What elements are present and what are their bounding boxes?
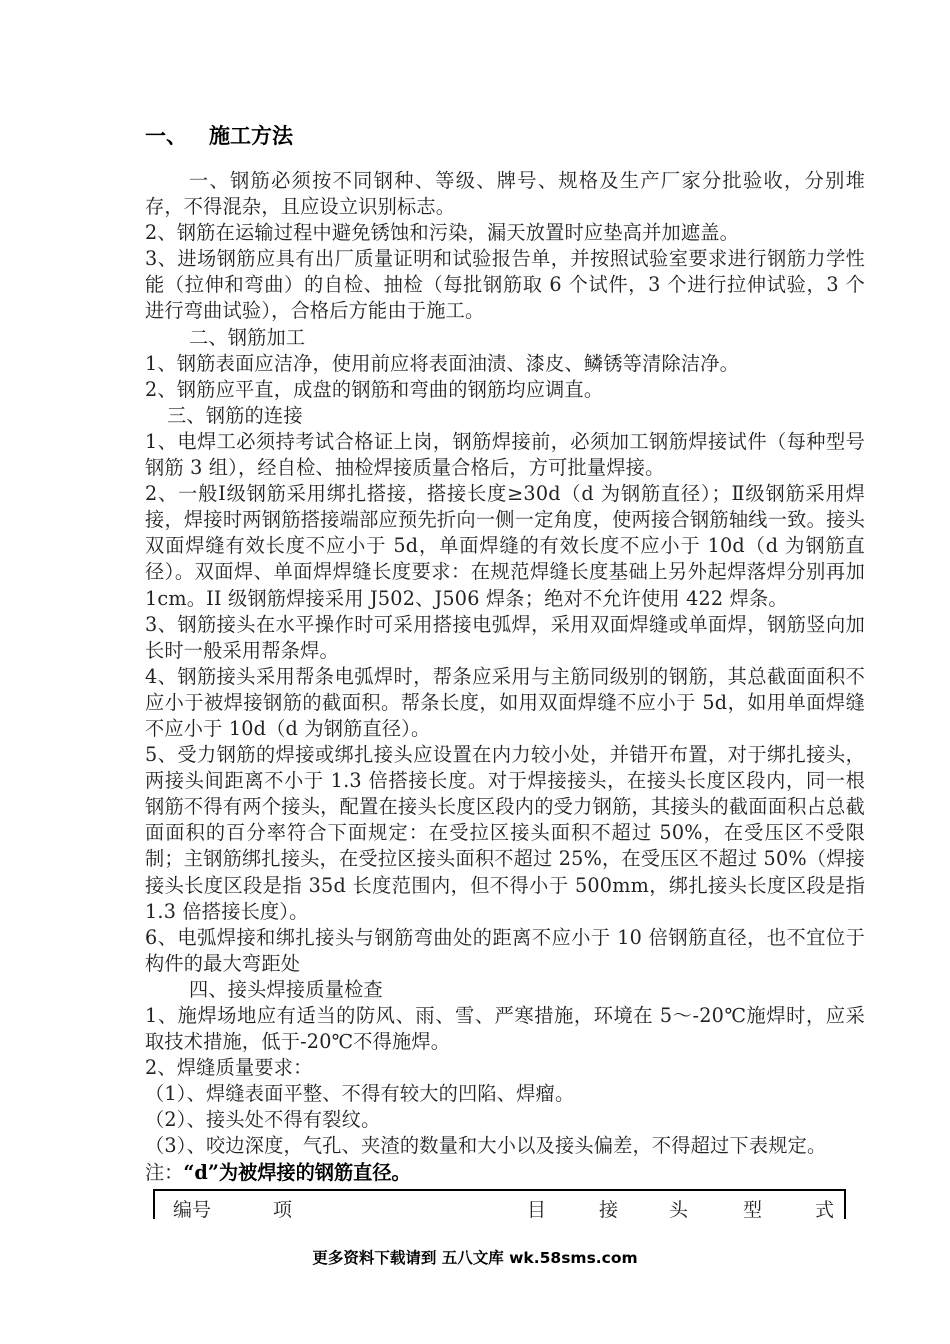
paragraph: 2、钢筋在运输过程中避免锈蚀和污染，漏天放置时应垫高并加遮盖。 [145, 221, 740, 245]
paragraph: （2）、接头处不得有裂纹。 [145, 1108, 381, 1132]
paragraph: 2、焊缝质量要求： [145, 1056, 313, 1080]
section-title: 施工方法 [209, 123, 293, 148]
paragraph: 四、接头焊接质量检查 [189, 977, 383, 1001]
table-col-item-1: 项 [273, 1199, 293, 1221]
paragraph: 3、进场钢筋应具有出厂质量证明和试验报告单，并按照试验室要求进行钢筋力学性能（拉伸和弯曲）的自检、抽检（每批钢筋取 6 个试件，3 个进行拉伸试验，3 个进行弯曲试验），合格后方能由于施工。 [145, 247, 865, 323]
paragraph: 4、钢筋接头采用帮条电弧焊时，帮条应采用与主筋同级别的钢筋，其总截面面积不应小于被焊接钢筋的截面积。帮条长度，如用双面焊缝不应小于 5d，如用单面焊缝不应小于 10d（d 为钢筋直径）。 [145, 664, 865, 740]
paragraph: 1、电焊工必须持考试合格证上岗，钢筋焊接前，必须加工钢筋焊接试件（每种型号钢筋 3 组），经自检、抽检焊接质量合格后，方可批量焊接。 [145, 429, 865, 480]
table-col-joint-1: 接 [599, 1199, 619, 1221]
table-col-joint-4: 式 [815, 1199, 835, 1221]
paragraph: 1、施焊场地应有适当的防风、雨、雪、严寒措施，环境在 5～-20℃施焊时，应采取技术措施，低于-20℃不得施焊。 [145, 1004, 865, 1054]
note-label: 注： [145, 1160, 184, 1184]
paragraph: 二、钢筋加工 [189, 325, 306, 349]
footer-watermark-text: 更多资料下载请到 五八文库 wk.58sms.com [312, 1249, 638, 1267]
table-col-joint-2: 头 [669, 1199, 689, 1221]
paragraph: （1）、焊缝表面平整、不得有较大的凹陷、焊瘤。 [145, 1082, 575, 1106]
paragraph: 1、钢筋表面应洁净，使用前应将表面油渍、漆皮、鳞锈等清除洁净。 [145, 351, 740, 375]
paragraph: 6、电弧焊接和绑扎接头与钢筋弯曲处的距离不应小于 10 倍钢筋直径，也不宜位于构件的最大弯距处 [145, 925, 865, 975]
table-col-joint-3: 型 [743, 1199, 763, 1221]
section-number: 一、 [145, 123, 187, 148]
document-body [145, 168, 865, 1186]
paragraph: （3）、咬边深度，气孔、夹渣的数量和大小以及接头偏差，不得超过下表规定。 [145, 1134, 827, 1158]
table-col-item-2: 目 [527, 1199, 547, 1221]
table-col-number: 编号 [173, 1199, 212, 1221]
paragraph: 一、钢筋必须按不同钢种、等级、牌号、规格及生产厂家分批验收，分别堆存，不得混杂，且应设立识别标志。 [145, 169, 865, 219]
paragraph: 三、钢筋的连接 [167, 403, 303, 427]
weld-tolerance-table-header [153, 1189, 846, 1219]
section-heading [145, 120, 293, 150]
paragraph: 3、钢筋接头在水平操作时可采用搭接电弧焊，采用双面焊缝或单面焊，钢筋竖向加长时一般采用帮条焊。 [145, 612, 865, 662]
note-line [145, 1160, 865, 1186]
note-text: “d”为被焊接的钢筋直径。 [183, 1160, 411, 1184]
paragraph: 2、钢筋应平直，成盘的钢筋和弯曲的钢筋均应调直。 [145, 377, 604, 401]
paragraph: 2、一般Ⅰ级钢筋采用绑扎搭接，搭接长度≥30d（d 为钢筋直径）；Ⅱ级钢筋采用焊接，焊接时两钢筋搭接端部应预先折向一侧一定角度，使两接合钢筋轴线一致。接头双面焊缝有效长度不应小于 5d，单面焊缝的有效长度不应小于 10d（d 为钢筋直径）。双面焊、单面焊焊缝长度要求：在规范焊缝长度基础上另外起焊落焊分别再加 1cm。II 级钢筋焊接采用 J502、J506 焊条；绝对不允许使用 422 焊条。 [145, 482, 865, 610]
paragraph: 5、受力钢筋的焊接或绑扎接头应设置在内力较小处，并错开布置，对于绑扎接头，两接头间距离不小于 1.3 倍搭接长度。对于焊接接头，在接头长度区段内，同一根钢筋不得有两个接头，配置在接头长度区段内的受力钢筋，其接头的截面面积占总截面面积的百分率符合下面规定：在受拉区接头面积不超过 50%，在受压区不受限制；主钢筋绑扎接头，在受拉区接头面积不超过 25%，在受压区不超过 50%（焊接接头长度区段是指 35d 长度范围内，但不得小于 500mm，绑扎接头长度区段是指 1.3 倍搭接长度）。 [145, 743, 865, 923]
